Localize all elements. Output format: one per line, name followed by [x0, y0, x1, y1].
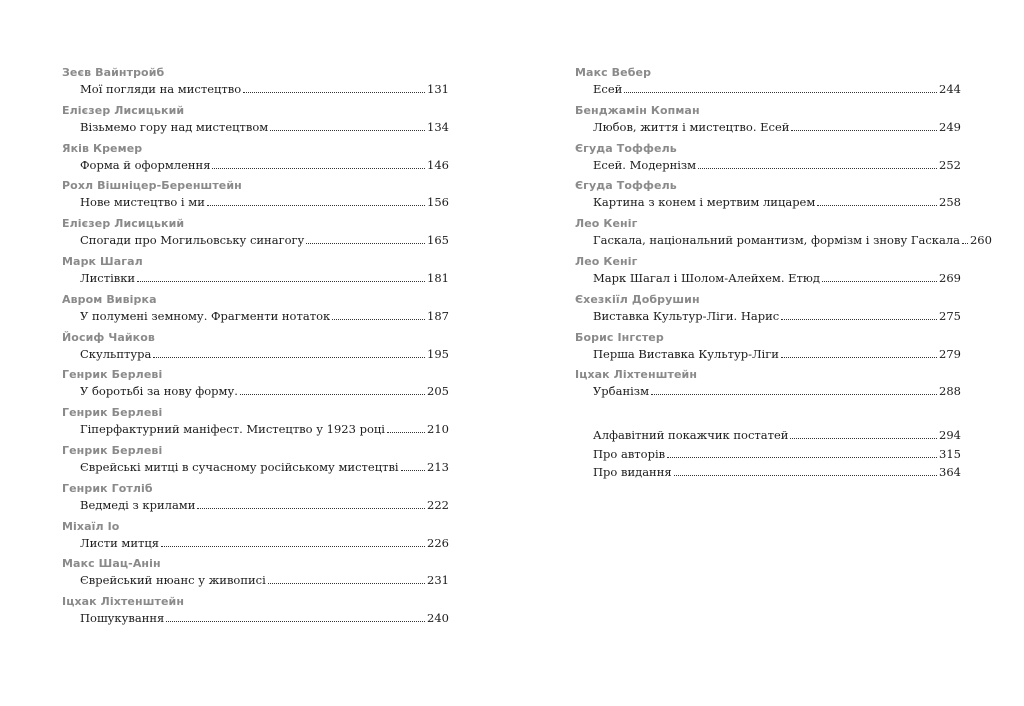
entry-author: Єгуда Тоффель: [575, 179, 677, 193]
entry-page-number: 249: [939, 119, 961, 134]
entry-page-number: 275: [939, 308, 961, 323]
entry-line: [593, 269, 961, 285]
toc-entry: [575, 217, 992, 251]
toc-entry: [62, 217, 449, 251]
entry-page-number: 222: [427, 497, 449, 512]
entry-author: Зеєв Вайнтройб: [62, 66, 165, 79]
entry-line: [593, 156, 961, 172]
entry-title: Гаскала, національний романтизм, формізм і знову Гаскала: [593, 233, 960, 248]
entry-line: [80, 420, 449, 436]
entry-title: Картина з конем і мертвим лицарем: [593, 195, 816, 210]
toc-entry: [62, 557, 449, 591]
dot-leader: [781, 318, 937, 320]
entry-page-number: 258: [939, 195, 961, 210]
entry-title: Перша Виставка Культур-Ліги: [593, 346, 779, 361]
entry-page-number: 165: [427, 233, 449, 248]
entry-line: [593, 345, 961, 361]
entry-line: [593, 445, 961, 461]
entry-page-number: 231: [427, 573, 449, 588]
dot-leader: [161, 545, 425, 547]
entry-line: [80, 193, 449, 209]
toc-entry: [62, 520, 449, 554]
entry-page-number: 252: [939, 157, 961, 172]
entry-page-number: 269: [939, 271, 961, 285]
dot-leader: [781, 356, 937, 358]
dot-leader: [651, 393, 937, 395]
entry-page-number: 315: [939, 446, 961, 461]
dot-leader: [270, 129, 425, 131]
entry-line: [80, 307, 449, 323]
entry-title: Пошукування: [80, 611, 165, 626]
toc-entry: [62, 255, 449, 289]
entry-line: [593, 382, 961, 398]
entry-line: [593, 426, 961, 442]
dot-leader: [674, 474, 937, 476]
dot-leader: [624, 91, 937, 93]
entry-title: Єврейський нюанс у живописі: [80, 573, 266, 588]
toc-entry: [575, 368, 961, 402]
dot-leader: [306, 242, 425, 244]
dot-leader: [790, 437, 937, 439]
entry-title: Виставка Культур-Ліги. Нарис: [593, 308, 780, 323]
entry-line: [80, 496, 449, 512]
entry-title: Марк Шагал і Шолом-Алейхем. Етюд: [593, 271, 820, 285]
entry-title: У боротьбі за нову форму.: [80, 384, 238, 399]
entry-author: Авром Вивірка: [62, 292, 157, 306]
entry-line: [80, 118, 449, 134]
entry-author: Рохл Вішніцер-Беренштейн: [62, 179, 242, 193]
entry-title: Ведмеді з крилами: [80, 497, 196, 512]
toc-entry: [575, 66, 961, 100]
dot-leader: [268, 582, 425, 584]
entry-page-number: 131: [427, 82, 449, 96]
entry-title: Нове мистецтво і ми: [80, 195, 205, 210]
toc-entry: [575, 142, 961, 176]
entry-page-number: 244: [939, 82, 961, 96]
dot-leader: [332, 318, 425, 320]
entry-author: Яків Кремер: [62, 141, 143, 155]
entry-author: Лео Кеніг: [575, 217, 638, 231]
toc-entry: [62, 406, 449, 440]
entry-line: [80, 571, 449, 587]
toc-entry: [62, 104, 449, 138]
entry-page-number: 279: [939, 346, 961, 361]
dot-leader: [197, 507, 425, 509]
entry-line: [80, 382, 449, 398]
dot-leader: [212, 167, 425, 169]
entry-line: [593, 463, 961, 479]
entry-page-number: 146: [427, 157, 449, 172]
toc-entry: [575, 293, 961, 327]
entry-title: Гіперфактурний маніфест. Мистецтво у 1923 році: [80, 422, 385, 437]
toc-entry: [575, 255, 961, 289]
toc-entry: [62, 368, 449, 402]
toc-entry: [62, 179, 449, 213]
entry-line: [80, 80, 449, 96]
entry-title: Про видання: [593, 465, 672, 479]
toc-entry: [575, 463, 961, 497]
entry-author: Макс Вебер: [575, 66, 652, 79]
dot-leader: [387, 431, 425, 433]
entry-author: Елієзер Лисицький: [62, 103, 185, 117]
entry-line: [593, 231, 992, 248]
entry-author: Єгуда Тоффель: [575, 141, 677, 155]
entry-title: Спогади про Могильовську синагогу: [80, 233, 305, 248]
entry-title: Есей. Модернізм: [593, 157, 697, 172]
toc-entry: [62, 482, 449, 516]
dot-leader: [137, 280, 425, 282]
entry-line: [593, 307, 961, 323]
dot-leader: [791, 129, 937, 131]
dot-leader: [401, 469, 425, 471]
entry-line: [80, 156, 449, 172]
entry-title: Любов, життя і мистецтво. Есей: [593, 119, 790, 134]
dot-leader: [153, 356, 425, 358]
entry-author: Генрик Берлеві: [62, 444, 163, 457]
toc-entry: [575, 179, 961, 213]
dot-leader: [240, 393, 425, 395]
entry-author: Борис Інгстер: [575, 330, 664, 344]
entry-page-number: 213: [427, 460, 449, 474]
entry-title: Листи митця: [80, 535, 160, 550]
toc-entry: [62, 293, 449, 327]
entry-title: Скульптура: [80, 346, 152, 361]
entry-page-number: 187: [427, 308, 449, 323]
entry-line: [80, 458, 449, 474]
entry-line: [80, 609, 449, 625]
entry-author: Іцхак Ліхтенштейн: [575, 368, 698, 382]
dot-leader: [207, 204, 425, 206]
entry-page-number: 156: [427, 195, 449, 210]
dot-leader: [166, 620, 425, 622]
entry-author: Бенджамін Копман: [575, 103, 700, 117]
entry-page-number: 181: [427, 271, 449, 285]
toc-entry: [62, 331, 449, 365]
dot-leader: [822, 280, 937, 282]
entry-page-number: 134: [427, 119, 449, 134]
entry-title: Про авторів: [593, 446, 666, 461]
entry-author: Міхаїл Іо: [62, 519, 120, 533]
entry-author: Генрик Берлеві: [62, 368, 163, 382]
entry-author: Йосиф Чайков: [62, 330, 155, 344]
entry-page-number: 195: [427, 346, 449, 361]
entry-title: Мої погляди на мистецтво: [80, 82, 242, 96]
entry-page-number: 260: [969, 233, 992, 248]
entry-author: Генрик Берлеві: [62, 406, 163, 420]
entry-page-number: 240: [427, 611, 449, 626]
entry-title: Листівки: [80, 271, 136, 285]
entry-line: [80, 534, 449, 550]
toc-entry: [62, 142, 449, 176]
entry-title: Візьмемо гору над мистецтвом: [80, 119, 269, 134]
dot-leader: [243, 91, 425, 93]
entry-page-number: 210: [427, 422, 449, 437]
entry-author: Генрик Готліб: [62, 481, 153, 495]
toc-entry: [62, 595, 449, 629]
toc-entry: [575, 331, 961, 365]
toc-entry: [62, 66, 449, 100]
entry-author: Лео Кеніг: [575, 255, 638, 268]
dot-leader: [667, 456, 937, 458]
dot-leader: [817, 204, 937, 206]
entry-page-number: 205: [427, 384, 449, 399]
entry-author: Макс Шац-Анін: [62, 557, 161, 571]
entry-title: Есей: [593, 82, 623, 96]
entry-page-number: 364: [939, 465, 961, 479]
entry-title: Алфавітний покажчик постатей: [593, 428, 789, 442]
entry-line: [593, 118, 961, 134]
entry-author: Елієзер Лисицький: [62, 217, 185, 231]
entry-page-number: 226: [427, 535, 449, 550]
entry-title: Урбанізм: [593, 384, 650, 399]
entry-line: [80, 269, 449, 285]
toc-entry: [62, 444, 449, 478]
entry-page-number: 288: [939, 384, 961, 399]
entry-author: Єхезкіїл Добрушин: [575, 292, 700, 306]
entry-line: [80, 345, 449, 361]
dot-leader: [698, 167, 937, 169]
toc-entry: [575, 104, 961, 138]
entry-line: [593, 80, 961, 96]
entry-title: Форма й оформлення: [80, 157, 211, 172]
entry-line: [593, 193, 961, 209]
entry-title: Єврейські митці в сучасному російському мистецтві: [80, 460, 399, 474]
entry-page-number: 294: [939, 428, 961, 442]
entry-title: У полумені земному. Фрагменти нотаток: [80, 308, 331, 323]
entry-line: [80, 231, 449, 247]
entry-author: Іцхак Ліхтенштейн: [62, 595, 185, 609]
entry-author: Марк Шагал: [62, 255, 143, 268]
